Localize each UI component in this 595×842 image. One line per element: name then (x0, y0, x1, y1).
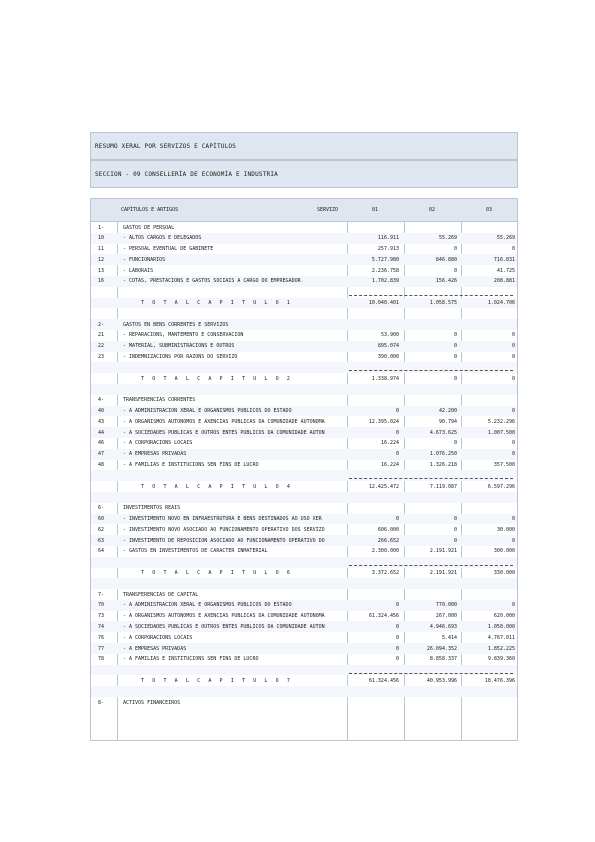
table-row (91, 589, 517, 600)
table-row (91, 503, 517, 514)
value-servizo-02: 55.269 (438, 235, 457, 242)
table-row (91, 621, 517, 632)
table-row (91, 427, 517, 438)
value-servizo-03: 0 (511, 332, 515, 339)
row-description: - FUNCIONARIOS (123, 256, 166, 263)
value-servizo-02: 0 (453, 537, 457, 544)
table-row (91, 384, 517, 395)
value-servizo-03: 716.831 (493, 256, 515, 263)
value-servizo-01: 1.702.839 (371, 278, 399, 285)
row-code: 47 (98, 451, 105, 458)
row-code: 12 (98, 256, 105, 263)
header-servizo-03: 03 (486, 207, 493, 213)
table-row (91, 330, 517, 341)
value-servizo-02: 770.000 (435, 602, 457, 609)
value-servizo-01: 5.727.980 (371, 256, 399, 263)
row-description: - A EMPRESAS PRIVADAS (123, 645, 187, 652)
table-row (91, 643, 517, 654)
row-code: 60 (98, 516, 105, 523)
value-servizo-01: 390.000 (377, 354, 399, 361)
table-row (91, 600, 517, 611)
row-code: 63 (98, 537, 105, 544)
row-code: 64 (98, 548, 105, 555)
value-servizo-01: 606.000 (377, 526, 399, 533)
value-servizo-03: 41.725 (496, 267, 515, 274)
row-description: T O T A L C A P Í T U L O 7 (141, 677, 293, 684)
report-title: RESUMO XERAL POR SERVIZOS E CAPÍTULOS (95, 143, 237, 150)
row-code: 77 (98, 645, 105, 652)
row-description: T O T A L C A P Í T U L O 2 (141, 375, 293, 382)
separator-row (91, 362, 517, 373)
row-code: 2- (98, 321, 105, 328)
section-bar (90, 160, 518, 188)
row-code: 70 (98, 602, 105, 609)
value-servizo-02: 8.858.337 (429, 656, 457, 663)
value-servizo-01: 1.338.974 (371, 375, 399, 382)
value-servizo-01: 0 (395, 516, 399, 523)
row-description: - GASTOS EN INVESTIMENTOS DE CARÁCTER INMATERIAL (123, 548, 268, 555)
table-row (91, 276, 517, 287)
row-code: 1- (98, 224, 105, 231)
header-servizo: SERVIZO (317, 207, 339, 213)
value-servizo-02: 1.058.575 (429, 300, 457, 307)
row-description: TRANSFERENCIAS CORRENTES (123, 397, 196, 404)
value-servizo-03: 30.000 (496, 526, 515, 533)
value-servizo-02: 1.326.218 (429, 462, 457, 469)
table-row (91, 416, 517, 427)
row-description: - INVESTIMENTO DE REPOSICIÓN ASOCIADO AO FUNCIONAMENTO OPERATIVO DO (123, 537, 325, 544)
table-row (91, 632, 517, 643)
row-code: 16 (98, 278, 105, 285)
table-row (91, 244, 517, 255)
row-description: - COTAS, PRESTACIÓNS E GASTOS SOCIAIS A CARGO DO EMPREGADOR (123, 278, 301, 285)
value-servizo-01: 61.324.456 (368, 613, 399, 620)
value-servizo-01: 2.300.000 (371, 548, 399, 555)
value-servizo-03: 5.232.296 (487, 418, 515, 425)
value-servizo-03: 0 (511, 246, 515, 253)
table-row (91, 449, 517, 460)
row-description: - INDEMNIZACIÓNS POR RAZÓNS DO SERVIZO (123, 354, 238, 361)
chapter-total-row (91, 373, 517, 384)
separator-row (91, 470, 517, 481)
value-servizo-02: 7.119.087 (429, 483, 457, 490)
row-description: - A SOCIEDADES PÚBLICAS E OUTROS ENTES PÚBLICOS DA COMUNIDADE AUTÓN (123, 429, 325, 436)
table-header (91, 199, 517, 222)
value-servizo-03: 4.767.011 (487, 634, 515, 641)
table-row (91, 265, 517, 276)
value-servizo-02: 5.414 (441, 634, 457, 641)
value-servizo-01: 895.074 (377, 343, 399, 350)
value-servizo-01: 116.911 (377, 235, 399, 242)
value-servizo-01: 0 (395, 656, 399, 663)
dashed-separator (349, 673, 513, 674)
value-servizo-02: 26.094.352 (426, 645, 457, 652)
table-row (91, 222, 517, 233)
chapter-total-row (91, 481, 517, 492)
value-servizo-01: 0 (395, 408, 399, 415)
table-row (91, 319, 517, 330)
row-description: T O T A L C A P Í T U L O 4 (141, 483, 293, 490)
value-servizo-03: 0 (511, 516, 515, 523)
value-servizo-01: 0 (395, 634, 399, 641)
value-servizo-01: 61.324.456 (368, 677, 399, 684)
value-servizo-02: 156.426 (435, 278, 457, 285)
separator-row (91, 557, 517, 568)
value-servizo-03: 0 (511, 602, 515, 609)
value-servizo-03: 357.500 (493, 462, 515, 469)
value-servizo-03: 9.839.360 (487, 656, 515, 663)
row-description: - INVESTIMENTO NOVO EN INFRAESTRUTURA E BENS DESTINADOS AO USO XER (123, 516, 322, 523)
value-servizo-03: 330.000 (493, 570, 515, 576)
value-servizo-02: 2.191.921 (429, 548, 457, 555)
row-code: 74 (98, 623, 105, 630)
row-code: 4- (98, 397, 105, 404)
value-servizo-01: 2.236.758 (371, 267, 399, 274)
value-servizo-03: 6.597.296 (487, 483, 515, 490)
header-servizo-02: 02 (429, 207, 436, 213)
row-code: 62 (98, 526, 105, 533)
chapter-total-row (91, 298, 517, 309)
row-description: - Á ADMINISTRACIÓN XERAL E ORGANISMOS PÚBLICOS DO ESTADO (123, 408, 292, 415)
table-row (91, 460, 517, 471)
header-capitulos: CAPÍTULOS E ARTIGOS (121, 207, 179, 213)
row-code: 8- (98, 699, 105, 706)
value-servizo-01: 0 (395, 623, 399, 630)
value-servizo-03: 300.000 (493, 548, 515, 555)
value-servizo-02: 0 (453, 267, 457, 274)
row-description: ACTIVOS FINANCEIROS (123, 699, 181, 706)
row-description: - PERSOAL EVENTUAL DE GABINETE (123, 246, 214, 253)
dashed-separator (349, 370, 513, 371)
row-description: - A SOCIEDADES PÚBLICAS E OUTROS ENTES PÚBLICOS DA COMUNIDADE AUTÓN (123, 623, 325, 630)
row-code: 11 (98, 246, 105, 253)
row-code: 6- (98, 505, 105, 512)
value-servizo-01: 3.372.652 (371, 570, 399, 576)
row-code: 7- (98, 591, 105, 598)
table-row (91, 233, 517, 244)
table-row (91, 308, 517, 319)
value-servizo-02: 0 (453, 526, 457, 533)
table-row (91, 514, 517, 525)
value-servizo-03: 0 (511, 440, 515, 447)
dashed-separator (349, 295, 513, 296)
table-row (91, 686, 517, 697)
value-servizo-03: 55.269 (496, 235, 515, 242)
row-description: - A FAMILIAS E INSTITUCIÓNS SEN FINS DE LUCRO (123, 656, 259, 663)
row-description: - A FAMILIAS E INSTITUCIÓNS SEN FINS DE LUCRO (123, 462, 259, 469)
value-servizo-03: 0 (511, 343, 515, 350)
value-servizo-01: 0 (395, 645, 399, 652)
row-description: - A CORPORACIÓNS LOCAIS (123, 634, 193, 641)
value-servizo-01: 0 (395, 429, 399, 436)
chapter-total-row (91, 675, 517, 686)
row-description: - Á ADMINISTRACIÓN XERAL E ORGANISMOS PÚBLICOS DO ESTADO (123, 602, 292, 609)
value-servizo-03: 0 (511, 375, 515, 382)
row-description: - REPARACIÓNS, MANTEMENTO E CONSERVACIÓN (123, 332, 244, 339)
section-title: SECCION - 09 CONSELLERÍA DE ECONOMÍA E INDUSTRIA (95, 171, 278, 178)
table-row (91, 492, 517, 503)
header-servizo-01: 01 (372, 207, 379, 213)
value-servizo-01: 12.395.024 (368, 418, 399, 425)
table-row (91, 395, 517, 406)
value-servizo-02: 2.191.921 (429, 570, 457, 576)
value-servizo-02: 40.953.996 (426, 677, 457, 684)
row-description: - ALTOS CARGOS E DELEGADOS (123, 235, 202, 242)
dashed-separator (349, 478, 513, 479)
value-servizo-02: 0 (453, 440, 457, 447)
row-description: T O T A L C A P Í T U L O 6 (141, 570, 293, 576)
row-description: - A CORPORACIÓNS LOCAIS (123, 440, 193, 447)
row-code: 73 (98, 613, 105, 620)
row-code: 21 (98, 332, 105, 339)
table-row (91, 697, 517, 708)
value-servizo-02: 42.200 (438, 408, 457, 415)
value-servizo-01: 16.224 (380, 440, 399, 447)
separator-row (91, 665, 517, 676)
value-servizo-03: 1.024.706 (487, 300, 515, 307)
value-servizo-03: 620.000 (493, 613, 515, 620)
table-row (91, 611, 517, 622)
budget-table (90, 198, 518, 741)
row-description: GASTOS EN BENS CORRENTES E SERVIZOS (123, 321, 229, 328)
table-body (91, 222, 517, 708)
value-servizo-02: 90.794 (438, 418, 457, 425)
value-servizo-03: 1.852.225 (487, 645, 515, 652)
row-description: GASTOS DE PERSOAL (123, 224, 175, 231)
row-description: - A ORGANISMOS AUTÓNOMOS E AXENCIAS PÚBLICAS DA COMUNIDADE AUTÓNOMA (123, 613, 325, 620)
row-description: - A EMPRESAS PRIVADAS (123, 451, 187, 458)
value-servizo-03: 0 (511, 537, 515, 544)
value-servizo-01: 12.425.472 (368, 483, 399, 490)
value-servizo-01: 10.040.401 (368, 300, 399, 307)
value-servizo-01: 53.900 (380, 332, 399, 339)
table-row (91, 578, 517, 589)
table-row (91, 341, 517, 352)
value-servizo-02: 0 (453, 516, 457, 523)
value-servizo-03: 208.881 (493, 278, 515, 285)
row-description: T O T A L C A P Í T U L O 1 (141, 300, 293, 307)
row-description: - A ORGANISMOS AUTÓNOMOS E AXENCIAS PÚBLICAS DA COMUNIDADE AUTÓNOMA (123, 418, 325, 425)
value-servizo-03: 0 (511, 451, 515, 458)
row-code: 44 (98, 429, 105, 436)
row-code: 22 (98, 343, 105, 350)
value-servizo-02: 267.000 (435, 613, 457, 620)
table-row (91, 254, 517, 265)
separator-row (91, 287, 517, 298)
value-servizo-02: 0 (453, 343, 457, 350)
value-servizo-03: 0 (511, 408, 515, 415)
value-servizo-03: 1.007.500 (487, 429, 515, 436)
row-description: - LABORAIS (123, 267, 154, 274)
value-servizo-02: 0 (453, 375, 457, 382)
value-servizo-03: 1.050.000 (487, 623, 515, 630)
value-servizo-01: 257.913 (377, 246, 399, 253)
table-row (91, 546, 517, 557)
table-row (91, 406, 517, 417)
table-row (91, 654, 517, 665)
chapter-total-row (91, 568, 517, 579)
value-servizo-02: 4.946.693 (429, 623, 457, 630)
row-code: 23 (98, 354, 105, 361)
value-servizo-03: 0 (511, 354, 515, 361)
value-servizo-02: 0 (453, 354, 457, 361)
report-title-bar (90, 132, 518, 160)
row-code: 13 (98, 267, 105, 274)
row-description: - MATERIAL, SUBMINISTRACIÓNS E OUTROS (123, 343, 235, 350)
row-code: 76 (98, 634, 105, 641)
row-code: 48 (98, 462, 105, 469)
value-servizo-02: 0 (453, 332, 457, 339)
value-servizo-01: 266.652 (377, 537, 399, 544)
value-servizo-01: 0 (395, 602, 399, 609)
row-code: 40 (98, 408, 105, 415)
table-row (91, 535, 517, 546)
dashed-separator (349, 565, 513, 566)
value-servizo-02: 4.673.625 (429, 429, 457, 436)
table-row (91, 352, 517, 363)
value-servizo-02: 846.880 (435, 256, 457, 263)
row-code: 10 (98, 235, 105, 242)
value-servizo-02: 1.076.250 (429, 451, 457, 458)
value-servizo-02: 0 (453, 246, 457, 253)
table-row (91, 524, 517, 535)
row-description: INVESTIMENTOS REAIS (123, 505, 181, 512)
value-servizo-03: 18.476.396 (484, 677, 515, 684)
row-code: 78 (98, 656, 105, 663)
row-code: 46 (98, 440, 105, 447)
row-description: - INVESTIMENTO NOVO ASOCIADO AO FUNCIONAMENTO OPERATIVO DOS SERVIZO (123, 526, 325, 533)
value-servizo-01: 16.224 (380, 462, 399, 469)
value-servizo-01: 0 (395, 451, 399, 458)
table-row (91, 438, 517, 449)
row-code: 43 (98, 418, 105, 425)
row-description: TRANSFERENCIAS DE CAPITAL (123, 591, 199, 598)
